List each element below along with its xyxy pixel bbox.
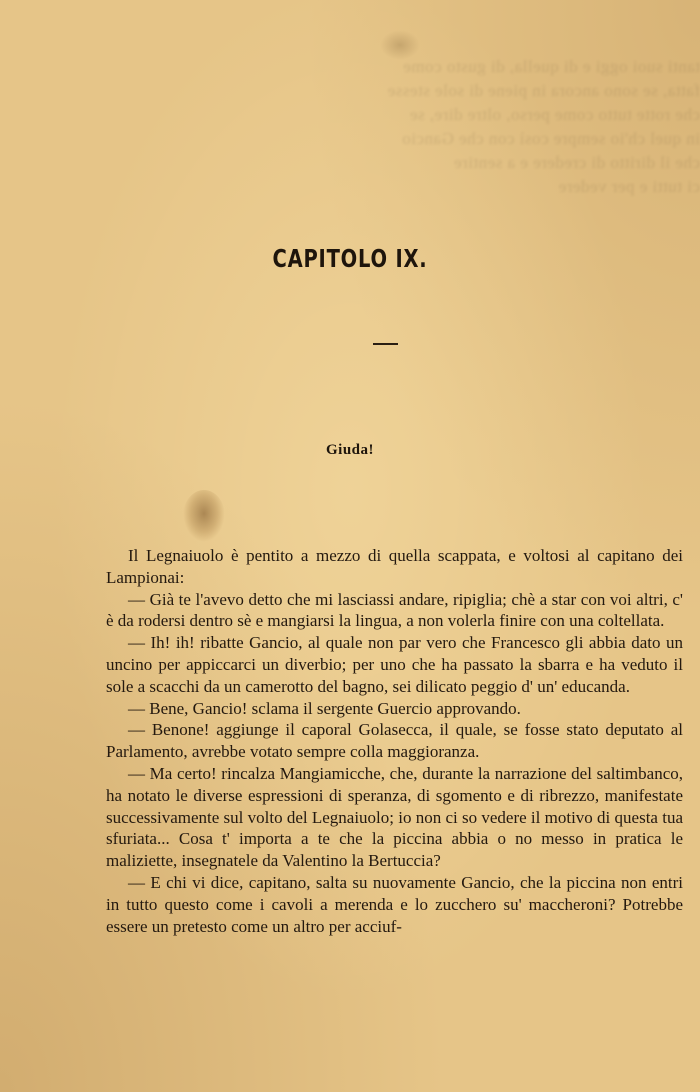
paragraph: — Ih! ih! ribatte Gancio, al quale non par vero che Francesco gli abbia dato un uncino per appiccarci un diverbio; per uno che ha passato la sbarra e ha veduto il sole a scacchi da un camerotto del bagno, sei dilicato peggio d' un' educanda. (106, 633, 683, 696)
chapter-title: CAPITOLO IX. (272, 244, 428, 273)
paragraph: — Bene, Gancio! sclama il sergente Guercio approvando. (128, 698, 521, 718)
ink-stain (183, 490, 225, 542)
section-title: Giuda! (325, 442, 374, 458)
paragraph: — Benone! aggiunge il caporal Golasecca, il quale, se fosse stato deputato al Parlamento, avrebbe votato sempre colla maggioranza. (106, 720, 683, 762)
bleed-through-text: tanti suoi oggi e di quella, di gusto come fatta, se sono ancora in piene di sole stesse che rotte tutto come perso, oltre dire, se in quel ch'io sempre così con che Gancio che il diritto di credere e a sentire ci tutti e per vedere (387, 57, 700, 196)
body-text (106, 545, 683, 937)
divider-rule (373, 343, 398, 345)
paragraph: — E chi vi dice, capitano, salta su nuovamente Gancio, che la piccina non entri in tutto questo come i cavoli a merenda e lo zucchero su' maccheroni? Potrebbe essere un pretesto come un altro per acciuf- (106, 872, 683, 936)
paragraph: — Già te l'avevo detto che mi lasciassi andare, ripiglia; chè a star con voi altri, c' è da rodersi dentro sè e mangiarsi la lingua, a non volerla finire con una coltellata. (106, 589, 683, 631)
paragraph: — Ma certo! rincalza Mangiamicche, che, durante la narrazione del saltimbanco, ha notato le diverse espressioni di speranza, di sgomento e di ribrezzo, manifestate successivamente sul volto del Legnaiuolo; io non ci so vedere il motivo di questa tua sfuriata... Cosa t' importa a te che la piccina abbia o no messo in pratica le maliziette, insegnatele da Valentino la Bertuccia? (106, 763, 683, 871)
paper-stain (380, 30, 420, 60)
paragraph: Il Legnaiuolo è pentito a mezzo di quella scappata, e voltosi al capitano dei Lampionai: (106, 546, 683, 587)
